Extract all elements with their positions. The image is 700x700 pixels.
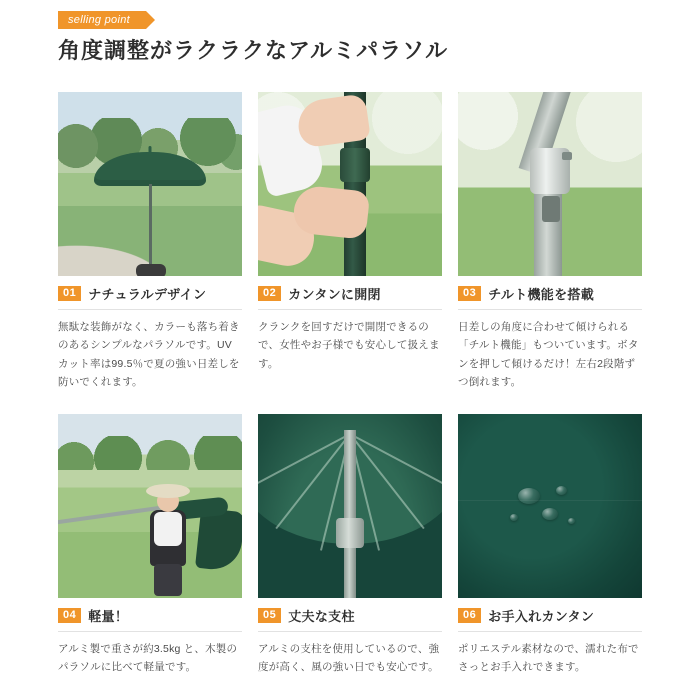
feature-card-05 (258, 414, 442, 677)
feature-title-05: 丈夫な支柱 (288, 608, 355, 624)
center-hub-shape (336, 518, 364, 548)
person-shirt-shape (154, 512, 182, 546)
water-drop-shape (568, 518, 575, 524)
feature-caption-04 (58, 606, 242, 632)
parasol-base-shape (136, 264, 166, 276)
feature-title-02: カンタンに開閉 (288, 287, 381, 302)
feature-image-water-drops-on-fabric (458, 414, 642, 598)
row-spacer (458, 392, 642, 414)
feature-caption-05 (258, 606, 442, 632)
notch-shape (562, 152, 572, 160)
feature-number-01: 01 (58, 286, 81, 301)
water-drop-shape (518, 488, 540, 504)
feature-description-05: アルミの支柱を使用しているので、強度が高く、風の強い日でも安心です。 (258, 642, 440, 673)
feature-title-03: チルト機能を搭載 (488, 287, 595, 302)
feature-caption-06 (458, 606, 642, 632)
feature-description-01: 無駄な装飾がなく、カラーも落ち着きのあるシンプルなパラソルです。UV カット率は99.5％で夏の強い日差しを防いでくれます。 (58, 321, 240, 389)
page-title: 角度調整がラクラクなアルミパラソル (58, 38, 449, 64)
feature-grid (58, 92, 642, 676)
feature-card-02 (258, 92, 442, 392)
person-hat-shape (146, 484, 190, 498)
page-header (0, 0, 700, 64)
feature-title-04: 軽量！ (88, 608, 129, 624)
feature-image-park-with-green-parasol (58, 92, 242, 276)
feature-number-06: 06 (458, 608, 481, 623)
feature-title-01: ナチュラルデザイン (88, 287, 207, 302)
feature-title-06: お手入れカンタン (488, 608, 595, 624)
feature-image-tilt-joint-closeup (458, 92, 642, 276)
tilt-button-shape (542, 196, 560, 222)
feature-number-03: 03 (458, 286, 481, 301)
water-drop-shape (542, 508, 558, 520)
feature-image-canopy-underside-ribs (258, 414, 442, 598)
selling-point-badge: selling point (58, 11, 146, 29)
feature-card-06 (458, 414, 642, 677)
water-drop-shape (510, 514, 518, 521)
hedge-shape (58, 436, 242, 470)
feature-number-04: 04 (58, 608, 81, 623)
feature-card-03 (458, 92, 642, 392)
feature-card-01 (58, 92, 242, 392)
parasol-pole-shape (149, 184, 152, 270)
feature-number-05: 05 (258, 608, 281, 623)
row-spacer (258, 392, 442, 414)
feature-caption-03 (458, 284, 642, 310)
feature-number-02: 02 (258, 286, 281, 301)
center-pole-shape (344, 430, 356, 598)
fabric-seam-shape (458, 500, 642, 501)
feature-image-hands-turning-crank (258, 92, 442, 276)
feature-caption-01 (58, 284, 242, 310)
feature-caption-02 (258, 284, 442, 310)
feature-image-person-carrying-parasol (58, 414, 242, 598)
row-spacer (58, 392, 242, 414)
crank-hub-shape (340, 148, 370, 182)
feature-description-02: クランクを回すだけで開閉できるので、女性やお子様でも安心して扱えます。 (258, 321, 440, 370)
ribbon-container (0, 10, 700, 29)
feature-card-04 (58, 414, 242, 677)
feature-description-03: 日差しの角度に合わせて傾けられる「チルト機能」もついています。ボタンを押して傾けるだけ！左右2段階ずつ倒れます。 (458, 321, 639, 389)
feature-description-06: ポリエステル素材なので、濡れた布でさっとお手入れできます。 (458, 642, 639, 673)
person-legs-shape (154, 564, 182, 596)
feature-description-04: アルミ製で重さが約3.5kg と、木製のパラソルに比べて軽量です。 (58, 642, 238, 673)
water-drop-shape (556, 486, 567, 495)
